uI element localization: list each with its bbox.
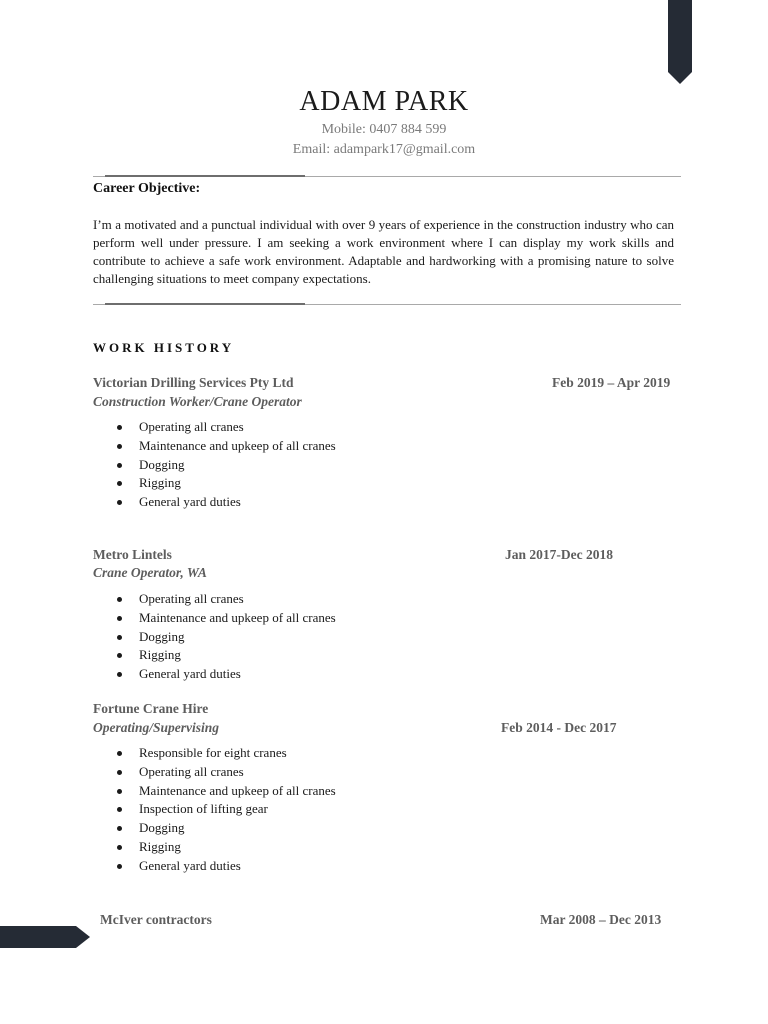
duty-item: Dogging xyxy=(93,819,336,838)
email-address: Email: adampark17@gmail.com xyxy=(292,142,476,157)
divider xyxy=(93,304,681,305)
job-company: McIver contractors xyxy=(100,912,212,927)
mobile-number: Mobile: 0407 884 599 xyxy=(321,122,447,137)
duty-item: Operating all cranes xyxy=(93,763,336,782)
job-dates: Jan 2017-Dec 2018 xyxy=(505,547,613,562)
duty-item: General yard duties xyxy=(93,665,336,684)
divider xyxy=(93,176,681,177)
job-company: Metro Lintels xyxy=(93,547,172,562)
duty-item: Responsible for eight cranes xyxy=(93,744,336,763)
duty-item: Rigging xyxy=(93,474,336,493)
job-role: Crane Operator, WA xyxy=(93,565,207,580)
duty-item: General yard duties xyxy=(93,493,336,512)
duty-item: Maintenance and upkeep of all cranes xyxy=(93,437,336,456)
objective-paragraph: I’m a motivated and a punctual individual with over 9 years of experience in the construction industry who can perform well under pressure. I am seeking a work environment where I can display my work skills and contribute to achieve a safe work environment. Adaptable and hardworking with a promising nature to solve challenging situations to meet company expectations. xyxy=(93,217,674,286)
duty-item: Inspection of lifting gear xyxy=(93,800,336,819)
section-heading-work-history: WORK HISTORY xyxy=(93,340,235,355)
job-role: Operating/Supervising xyxy=(93,720,220,735)
job-role: Construction Worker/Crane Operator xyxy=(93,394,302,409)
duty-list xyxy=(93,418,336,512)
bookmark-ribbon-icon xyxy=(668,0,692,84)
duty-item: Maintenance and upkeep of all cranes xyxy=(93,609,336,628)
duty-item: Dogging xyxy=(93,628,336,647)
job-dates: Mar 2008 – Dec 2013 xyxy=(540,912,662,927)
duty-item: Rigging xyxy=(93,838,336,857)
duty-item: General yard duties xyxy=(93,857,336,876)
duty-item: Operating all cranes xyxy=(93,590,336,609)
arrow-tab-icon xyxy=(0,926,90,948)
candidate-name: ADAM PARK xyxy=(299,86,469,117)
job-company: Fortune Crane Hire xyxy=(93,701,209,716)
duty-item: Maintenance and upkeep of all cranes xyxy=(93,782,336,801)
duty-item: Operating all cranes xyxy=(93,418,336,437)
job-company: Victorian Drilling Services Pty Ltd xyxy=(93,375,294,390)
duty-item: Rigging xyxy=(93,646,336,665)
objective-heading: Career Objective: xyxy=(93,181,201,196)
job-dates: Feb 2019 – Apr 2019 xyxy=(552,375,671,390)
duty-list xyxy=(93,590,336,684)
duty-item: Dogging xyxy=(93,456,336,475)
duty-list xyxy=(93,744,336,876)
job-dates: Feb 2014 - Dec 2017 xyxy=(501,720,617,735)
